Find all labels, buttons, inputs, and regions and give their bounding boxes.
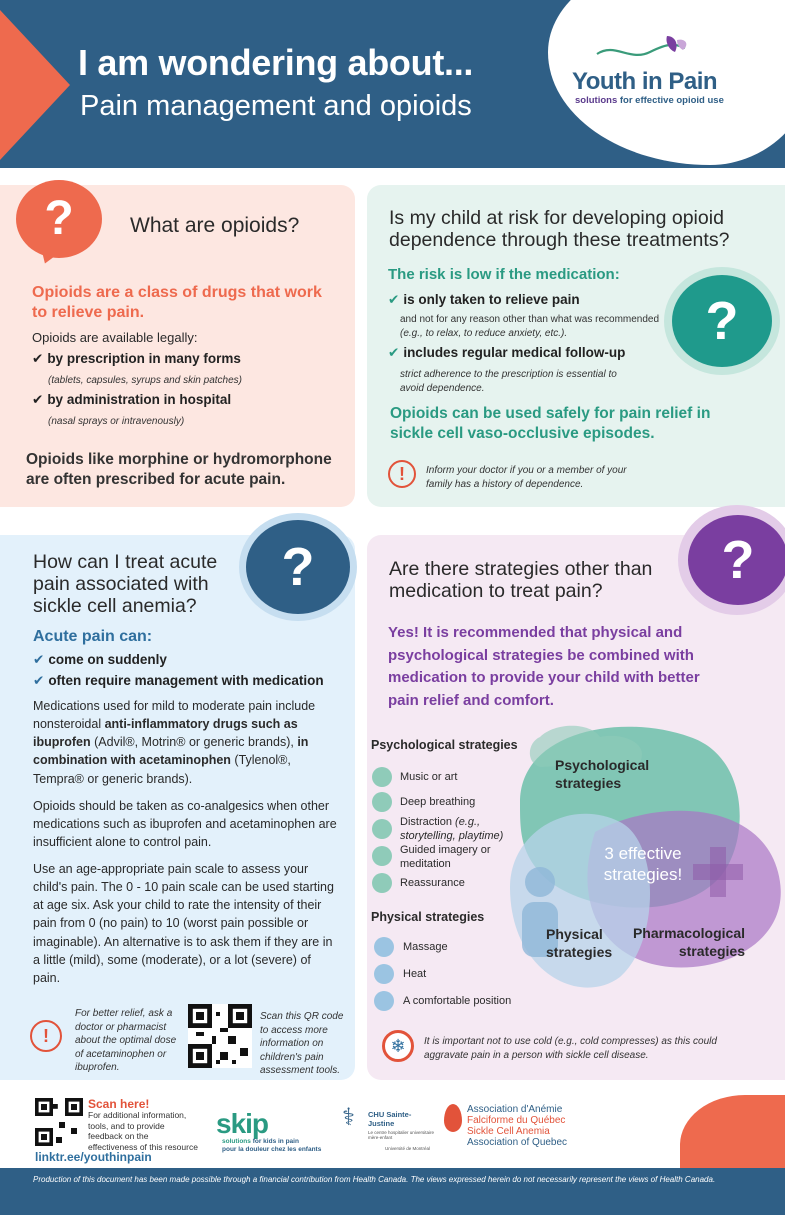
strategy-item: Distraction (e.g., storytelling, playtime) — [400, 816, 504, 842]
section-lead: The risk is low if the medication: — [388, 266, 620, 283]
venn-psych-label: Psychological strategies — [555, 757, 650, 791]
strategy-item: Heat — [403, 968, 427, 980]
check-item: ✔ is only taken to relieve pain — [388, 292, 580, 307]
intro-text: Opioids are available legally: — [32, 330, 198, 345]
strategy-item: Guided imagery or meditation — [400, 844, 491, 870]
qr-code-pain-tools[interactable] — [188, 1004, 252, 1068]
cloud-icon — [372, 846, 392, 866]
dose-tip-text: For better relief, ask a doctor or pharmacist about the optimal dose of acetaminophen or ibuprofen. — [75, 1008, 177, 1073]
chu-university: Université de Montréal — [385, 1146, 431, 1151]
no-cold-icon: ❄ — [382, 1030, 414, 1062]
person-icon — [374, 991, 394, 1011]
check-item: ✔ often require management with medication — [33, 673, 324, 688]
cold-warning-text: It is important not to use cold (e.g., cold compresses) as this could aggravate pain in a person with sickle cell disease. — [424, 1036, 717, 1061]
medication-paragraph: Medications used for mild to moderate pain include nonsteroidal anti-inflammatory drugs such as ibuprofen (Advil®, Motrin® or generic brands), in combination with acetaminophen (Tylenol®, Tempra® or generic brands). — [33, 699, 316, 786]
linktree-link[interactable]: linktr.ee/youthinpain — [35, 1150, 152, 1164]
section-title: Is my child at risk for developing opioid dependence through these treatments? — [389, 207, 730, 251]
venn-center-label: 3 effective strategies! — [603, 844, 683, 885]
strategy-item: Deep breathing — [400, 796, 476, 808]
conclusion-text: Opioids like morphine or hydromorphone are often prescribed for acute pain. — [26, 451, 332, 489]
section-lead: Yes! It is recommended that physical and psychological strategies be combined with medication to provide your child with better pain relief and comfort. — [388, 624, 700, 709]
strategy-item: Massage — [403, 941, 448, 953]
venn-phys-label: Physical strategies — [546, 926, 613, 960]
qr-note-text: Scan this QR code to access more information on children's pain assessment tools. — [260, 1011, 344, 1076]
cloud-icon — [372, 819, 392, 839]
check-icon: ✔ — [32, 351, 44, 366]
check-item: ✔ by administration in hospital — [32, 392, 232, 407]
check-icon: ✔ — [33, 673, 45, 688]
assoc-name: Association d'Anémie Falciforme du Québec Sickle Cell Anemia Association of Quebec — [467, 1104, 568, 1148]
person-icon — [374, 964, 394, 984]
psych-heading: Psychological strategies — [371, 738, 518, 752]
item-note: and not for any reason other than what was recommended (e.g., to relax, to reduce anxiety, etc.). — [400, 314, 660, 339]
warning-icon: ! — [388, 460, 416, 488]
person-icon — [374, 937, 394, 957]
logo-tagline: solutions for effective opioid use — [575, 95, 724, 106]
scan-title: Scan here! — [88, 1097, 150, 1111]
qr-code-feedback[interactable] — [35, 1098, 83, 1146]
phys-heading: Physical strategies — [371, 910, 485, 924]
section-title: How can I treat acute pain associated with sickle cell anemia? — [33, 551, 218, 617]
header-accent-shape — [0, 10, 70, 160]
chu-logo-icon: ⚕ — [342, 1104, 355, 1131]
question-bubble-icon: ? — [246, 520, 350, 614]
item-note: (tablets, capsules, syrups and skin patches) — [48, 375, 242, 386]
check-item: ✔ includes regular medical follow-up — [388, 345, 626, 360]
safe-use-text: Opioids can be used safely for pain relief in sickle cell vaso-occlusive episodes. — [390, 405, 711, 443]
section-lead: Opioids are a class of drugs that work to relieve pain. — [32, 284, 322, 321]
skip-logo: skip — [216, 1108, 269, 1139]
section-title: What are opioids? — [130, 214, 300, 237]
warning-text: Inform your doctor if you or a member of your family has a history of dependence. — [426, 465, 627, 490]
question-bubble-icon: ? — [672, 275, 772, 367]
strategy-item: Reassurance — [400, 877, 465, 889]
item-note: (nasal sprays or intravenously) — [48, 416, 185, 427]
question-bubble-icon: ? — [16, 180, 102, 258]
check-item: ✔ by prescription in many forms — [32, 351, 241, 366]
strategy-item: Music or art — [400, 771, 458, 783]
cloud-icon — [372, 767, 392, 787]
logo-wave-icon — [595, 32, 695, 68]
assoc-logo-icon — [444, 1104, 462, 1132]
footer-disclaimer: Production of this document has been made possible through a financial contribution from Health Canada. The views expressed herein do not necessarily represent the views of Health Canada. — [33, 1175, 716, 1184]
item-note: strict adherence to the prescription is essential to avoid dependence. — [400, 369, 617, 394]
section-lead: Acute pain can: — [33, 628, 153, 645]
check-item: ✔ come on suddenly — [33, 652, 167, 667]
check-icon: ✔ — [388, 292, 400, 307]
pain-scale-paragraph: Use an age-appropriate pain scale to assess your child's pain. The 0 - 10 pain scale can be used starting at age six. Ask your child to rate the intensity of their pain from 0 (no pain) to 10 (worst pain possible or imaginable). An alternative is to ask them if they are in a little (mild), some (moderate), or a lot (severe) of pain. — [33, 862, 334, 985]
section-title: Are there strategies other than medication to treat pain? — [389, 558, 653, 602]
logo-name: Youth in Pain — [572, 68, 718, 95]
chu-sub: Le centre hospitalier universitaire mère-enfant — [368, 1130, 435, 1141]
check-icon: ✔ — [388, 345, 400, 360]
warning-icon: ! — [30, 1020, 62, 1052]
scan-text: For additional information, tools, and to provide feedback on the effectiveness of this resource — [88, 1110, 198, 1152]
chu-name: CHU Sainte-Justine — [368, 1110, 412, 1128]
check-icon: ✔ — [33, 652, 45, 667]
co-analgesics-paragraph: Opioids should be taken as co-analgesics when other medications such as ibuprofen and acetaminophen are insufficient alone to control pain. — [33, 799, 337, 850]
strategy-item: A comfortable position — [403, 995, 512, 1007]
skip-tagline: solutions for kids in pain pour la douleur chez les enfants — [222, 1138, 322, 1153]
cloud-icon — [372, 792, 392, 812]
cloud-icon — [372, 873, 392, 893]
question-bubble-icon: ? — [688, 515, 785, 605]
check-icon: ✔ — [32, 392, 44, 407]
page-title: I am wondering about... — [78, 42, 474, 83]
venn-pharm-label: Pharmacological strategies — [632, 925, 745, 959]
page-subtitle: Pain management and opioids — [80, 90, 472, 122]
